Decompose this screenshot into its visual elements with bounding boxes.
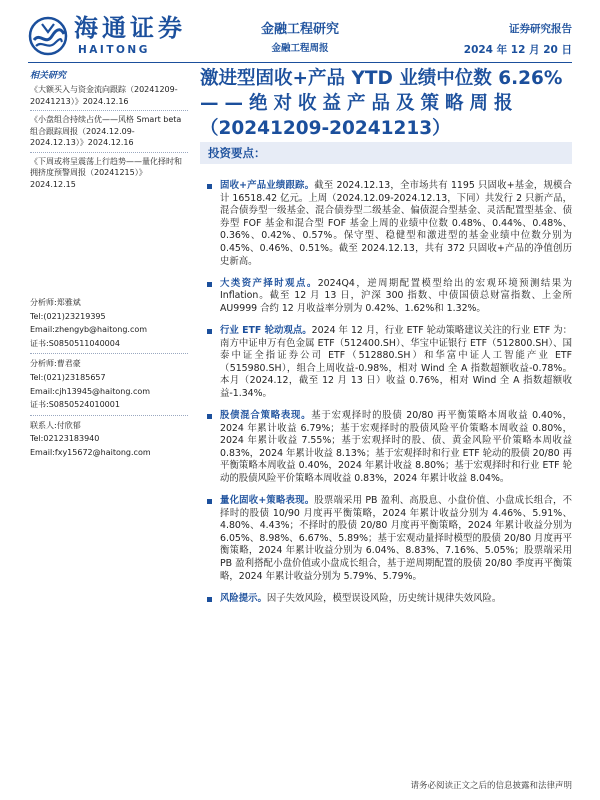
analyst-email[interactable]: Email:cjh13945@haitong.com <box>30 386 151 396</box>
title-line-3: （20241209-20241213） <box>200 118 451 139</box>
report-header <box>0 0 600 60</box>
analyst-cert: 证书:S0850511040004 <box>30 338 120 348</box>
logo-english-name: HAITONG <box>78 44 150 56</box>
related-research-title: 相关研究 <box>30 71 67 81</box>
highlight-item <box>200 495 572 583</box>
title-line-2: ——绝对收益产品及策略周报 <box>200 93 519 114</box>
related-research-item[interactable]: 《大额买入与资金流向跟踪（20241209-20241213）》2024.12.16 <box>30 85 178 106</box>
highlight-item <box>200 410 572 486</box>
highlight-lead: 行业 ETF 轮动观点。 <box>220 324 312 336</box>
highlight-text: 2024 年 12 月，行业 ETF 轮动策略建议关注的行业 ETF 为：南方中证申万有色金属 ETF（512400.SH）、华宝中证银行 ETF（512800.SH）、国泰中证全指证券公司 ETF（512880.SH）和华富中证人工智能产业 ETF（515980.SH），组合上周收益-0.98%，相对 Wind 全 A 指数超额收益-0.78%。本月（2024.12，截至 12 月 13 日）收益 0.76%，相对 Wind 全 A 指数超额收益-1.34%。 <box>220 324 572 399</box>
bullet-square-icon <box>207 329 212 334</box>
contact-name: 联系人:付欣郁 <box>30 420 81 430</box>
related-research-item[interactable]: 《下周或将呈震荡上行趋势——量化择时和拥挤度预警周报（20241215）》2024.12.15 <box>30 156 182 189</box>
highlight-item <box>200 180 572 268</box>
dotted-divider <box>30 110 188 111</box>
report-title-block <box>200 62 572 141</box>
highlight-text: 股票端采用 PB 盈利、高股息、小盘价值、小盘成长组合，不择时的股债 10/90 月度再平衡策略，2024 年累计收益分别为 4.46%、5.91%、4.80%、4.43%；不择时的股债 20/80 月度再平衡策略，2024 年累计收益分别为 6.05%、8.98%、6.67%、5.89%；基于宏观动量择时模型的股债 20/80 月度再平衡策略，2024 年累计收益分别为 6.04%、8.83%、7.16%、5.05%；股票端采用 PB 盈利搭配小盘价值或小盘成长组合，基于逆周期配置的股债 20/80 季度再平衡策略，2024 年累计收益分别为 5.79%、5.79%。 <box>220 495 572 582</box>
title-line-1: 激进型固收+产品 YTD 业绩中位数 6.26% <box>200 68 563 89</box>
bullet-square-icon <box>207 282 212 287</box>
analyst-email[interactable]: Email:zhengyb@haitong.com <box>30 325 148 335</box>
analyst-contacts <box>30 296 188 460</box>
related-research-item[interactable]: 《小盘组合持续占优——风格 Smart beta 组合跟踪周报（2024.12.09-2024.12.13）》2024.12.16 <box>30 115 182 147</box>
highlight-item <box>200 278 572 316</box>
bullet-square-icon <box>207 414 212 419</box>
dotted-divider <box>30 353 188 354</box>
highlight-item <box>200 593 572 606</box>
bullet-square-icon <box>207 597 212 602</box>
dotted-divider <box>30 415 188 416</box>
highlight-lead: 量化固收+策略表现。 <box>220 495 315 507</box>
report-type: 证券研究报告 <box>509 23 572 35</box>
bullet-square-icon <box>207 184 212 189</box>
analyst-name: 分析师:曹君豪 <box>30 359 81 369</box>
logo-chinese-name: 海通证券 <box>74 13 186 42</box>
header-center-subtitle: 金融工程周报 <box>271 43 329 54</box>
analyst-name: 分析师:郑雅斌 <box>30 298 81 307</box>
header-center-title: 金融工程研究 <box>260 22 339 37</box>
report-title <box>200 66 572 141</box>
legal-disclaimer: 请务必阅读正文之后的信息披露和法律声明 <box>410 781 572 791</box>
contact-email[interactable]: Email:fxy15672@haitong.com <box>30 447 151 457</box>
highlight-lead: 大类资产择时观点。 <box>220 277 318 289</box>
highlight-text: 因子失效风险，模型误设风险，历史统计规律失效风险。 <box>266 592 502 604</box>
investment-highlights-header <box>200 142 572 164</box>
highlight-text: 基于宏观择时的股债 20/80 再平衡策略本周收益 0.40%，2024 年累计收益 6.79%；基于宏观择时的股债风险平价策略本周收益 0.80%，2024 年累计收益 7.55%；基于宏观择时的股、债、黄金风险平价策略本周收益 0.83%，2024 年累计收益 8.13%；基于宏观择时和行业 ETF 轮动的股债 20/80 再平衡策略本周收益 0.40%，2024 年累计收益 8.80%；基于宏观择时和行业 ETF 轮动的股债风险平价策略本周收益 0.83%，2024 年累计收益 8.04%。 <box>220 410 572 484</box>
highlight-text: 2024Q4，逆周期配置模型给出的宏观环境预测结果为 Inflation。截至 12 月 13 日，沪深 300 指数、中债国债总财富指数、上金所 AU9999 合约 12 月收益率分别为 0.42%、1.62%和 1.32%。 <box>220 277 572 314</box>
highlight-lead: 固收+产品业绩跟踪。 <box>220 180 315 191</box>
analyst-cert: 证书:S0850524010001 <box>30 400 120 410</box>
highlight-text: 截至 2024.12.13，全市场共有 1195 只固收+基金，规模合计 16518.42 亿元。上周（2024.12.09-2024.12.13，下同）共发行 2 只新产品，混合债券型一级基金、混合债券型二级基金、偏债混合型基金、灵活配置型基金、债券型 FOF 基金和混合型 FOF 基金上周的业绩中位数 0.48%、0.44%、0.48%、0.36%、0.42%、0.57%。保守型、稳健型和激进型的基金业绩中位数分别为 0.45%、0.46%、0.51%。截至 2024.12.13，共有 372 只固收+产品的净值创历史新高。 <box>220 180 572 267</box>
dotted-divider <box>30 152 188 153</box>
highlight-item <box>200 325 572 401</box>
related-research-panel <box>30 70 188 190</box>
report-date: 2024 年 12 月 20 日 <box>463 44 572 56</box>
analyst-tel: Tel:(021)23219395 <box>30 311 106 321</box>
highlight-lead: 股债混合策略表现。 <box>220 410 312 421</box>
bullet-square-icon <box>207 499 212 504</box>
investment-highlights-label: 投资要点： <box>208 146 266 160</box>
investment-highlights-list <box>200 180 572 615</box>
highlight-lead: 风险提示。 <box>220 592 267 604</box>
contact-tel: Tel:02123183940 <box>30 434 100 444</box>
analyst-tel: Tel:(021)23185657 <box>30 372 106 382</box>
